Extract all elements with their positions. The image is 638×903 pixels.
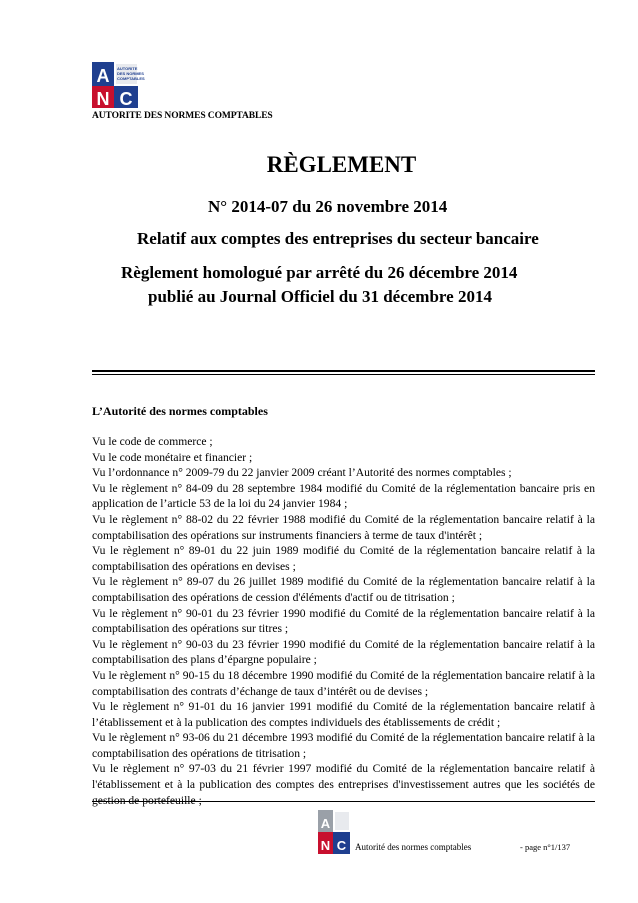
- logo-letter-n: N: [96, 89, 110, 109]
- recital: Vu l’ordonnance n° 2009-79 du 22 janvier 2009 créant l’Autorité des normes comptables ;: [92, 466, 512, 480]
- anc-footer-logo: [318, 810, 350, 854]
- page-number: - page n°1/137: [520, 842, 571, 852]
- logo-letter-a: A: [96, 66, 110, 86]
- footer-divider: [92, 801, 595, 802]
- recital: Vu le règlement n° 84-09 du 28 septembre 1984 modifié du Comité de la réglementation bancaire pris en application de l’article 53 de la loi du 24 janvier 1984 ;: [92, 481, 595, 511]
- recital: Vu le règlement n° 91-01 du 16 janvier 1991 modifié du Comité de la réglementation bancaire relatif à l’établissement et à la publication des comptes individuels des établissements de crédit ;: [92, 700, 595, 729]
- intro-heading: L’Autorité des normes comptables: [92, 404, 268, 418]
- recital: Vu le règlement n° 93-06 du 21 décembre 1993 modifié du Comité de la réglementation bancaire relatif à la comptabilisation des opérations de titrisation ;: [92, 731, 595, 760]
- regulation-subject: Relatif aux comptes des entreprises du secteur bancaire: [137, 229, 539, 248]
- recital: Vu le code de commerce ;: [92, 435, 213, 448]
- recital: Vu le règlement n° 90-03 du 23 février 1990 modifié du Comité de la réglementation bancaire relatif à la comptabilisation des plans d’épargne populaire ;: [92, 637, 595, 667]
- logo-line-2: DES NORMES: [117, 71, 144, 76]
- recital: Vu le règlement n° 97-03 du 21 février 1997 modifié du Comité de la réglementation bancaire relatif à l'établissement et à la publication des comptes des entreprises d'investissement autres que les sociétés de gestion de portefeuille ;: [92, 762, 595, 807]
- footer-logo-letter-a: A: [320, 816, 331, 831]
- regulation-number: N° 2014-07 du 26 novembre 2014: [208, 197, 448, 216]
- footer-logo-letter-c: C: [336, 838, 347, 853]
- recital: Vu le code monétaire et financier ;: [92, 450, 253, 464]
- homologation-line-1: Règlement homologué par arrêté du 26 décembre 2014: [121, 263, 518, 282]
- document-title: RÈGLEMENT: [266, 152, 417, 177]
- recital: Vu le règlement n° 90-15 du 18 décembre 1990 modifié du Comité de la réglementation bancaire relatif à la comptabilisation des contrats d’échange de taux d’intérêt ou de devises ;: [92, 668, 595, 698]
- anc-logo: [92, 62, 145, 109]
- homologation-line-2: publié au Journal Officiel du 31 décembre 2014: [148, 287, 492, 306]
- divider-thin: [92, 374, 595, 375]
- divider-thick: [92, 370, 595, 372]
- recital: Vu le règlement n° 89-01 du 22 juin 1989 modifié du Comité de la réglementation bancaire relatif à la comptabilisation des opérations en devises ;: [92, 544, 595, 573]
- recital: Vu le règlement n° 88-02 du 22 février 1988 modifié du Comité de la réglementation bancaire relatif à la comptabilisation des opérations sur instruments financiers à terme de taux d'intérêt ;: [92, 512, 595, 542]
- organization-name: AUTORITE DES NORMES COMPTABLES: [92, 111, 273, 121]
- footer-logo-letter-n: N: [320, 838, 331, 853]
- logo-letter-c: C: [119, 89, 133, 109]
- recitals: [92, 434, 595, 808]
- logo-line-1: AUTORITE: [117, 66, 138, 71]
- recital: Vu le règlement n° 90-01 du 23 février 1990 modifié du Comité de la réglementation bancaire relatif à la comptabilisation des opérations sur titres ;: [92, 606, 595, 636]
- recital: Vu le règlement n° 89-07 du 26 juillet 1989 modifié du Comité de la réglementation bancaire relatif à la comptabilisation des opérations de cession d'éléments d'actif ou de titrisation ;: [92, 575, 595, 604]
- footer-organization: Autorité des normes comptables: [355, 842, 472, 852]
- logo-line-3: COMPTABLES: [117, 76, 145, 81]
